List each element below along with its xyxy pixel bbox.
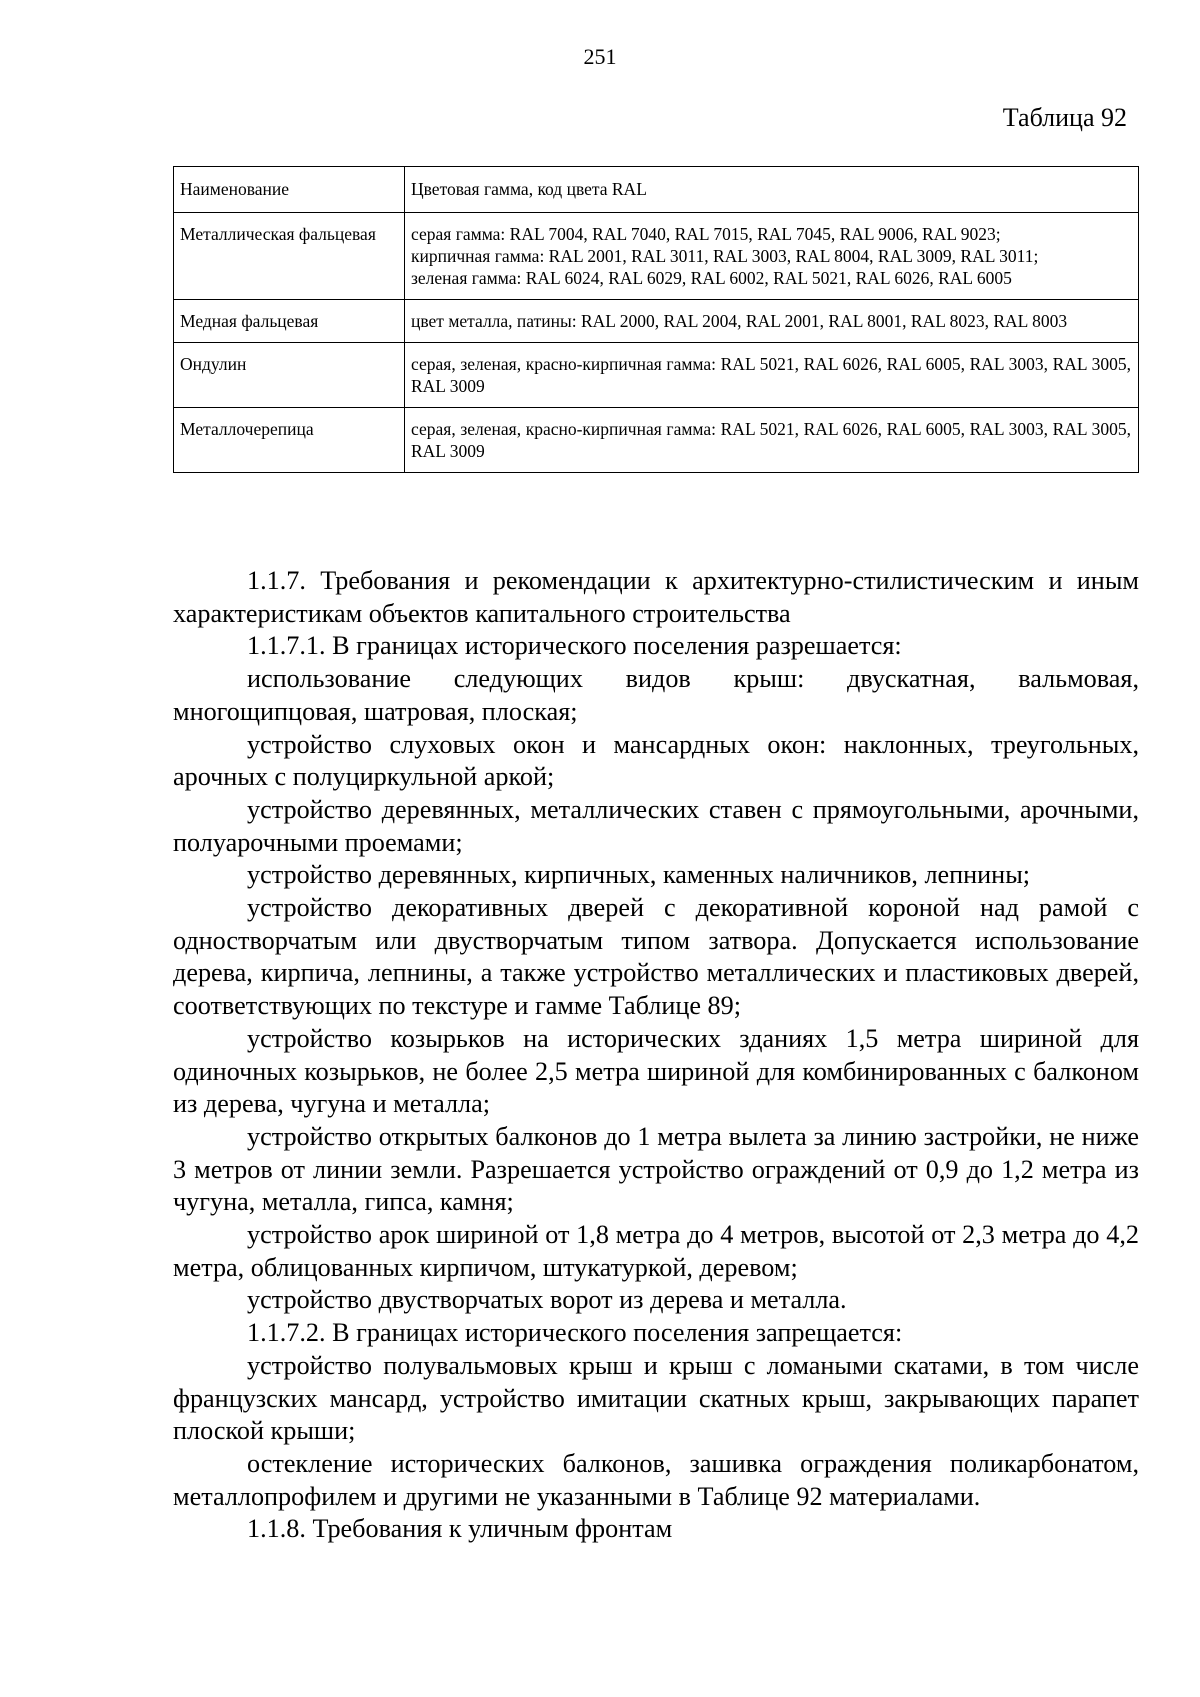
table-row	[174, 408, 1139, 473]
row-colors: цвет металла, патины: RAL 2000, RAL 2004, RAL 2001, RAL 8001, RAL 8023, RAL 8003	[405, 300, 1139, 343]
table-header-row	[174, 167, 1139, 213]
row-name: Медная фальцевая	[174, 300, 405, 343]
subsection-heading: 1.1.7.1. В границах исторического поселения разрешается:	[247, 631, 902, 661]
row-colors: серая, зеленая, красно-кирпичная гамма: RAL 5021, RAL 6026, RAL 6005, RAL 3003, RAL 3005, RAL 3009	[405, 408, 1139, 473]
table-label: Таблица 92	[1002, 103, 1127, 132]
row-colors	[405, 213, 1139, 300]
paragraph: устройство двустворчатых ворот из дерева и металла.	[247, 1285, 847, 1315]
section-heading: 1.1.8. Требования к уличным фронтам	[247, 1514, 673, 1544]
row-name: Металлическая фальцевая	[174, 213, 405, 300]
paragraph: устройство деревянных, кирпичных, каменных наличников, лепнины;	[247, 860, 1031, 890]
row-name: Ондулин	[174, 343, 405, 408]
table-row	[174, 213, 1139, 300]
paragraph: устройство арок шириной от 1,8 метра до 4 метров, высотой от 2,3 метра до 4,2 метра, облицованных кирпичом, штукатуркой, деревом;	[173, 1220, 1139, 1282]
color-range-gray: серая гамма: RAL 7004, RAL 7040, RAL 7015, RAL 7045, RAL 9006, RAL 9023;	[411, 224, 1001, 244]
header-colors: Цветовая гамма, код цвета RAL	[405, 167, 1139, 213]
paragraph: устройство козырьков на исторических зданиях 1,5 метра шириной для одиночных козырьков, не более 2,5 метра шириной для комбинированных с балконом из дерева, чугуна и металла;	[173, 1023, 1139, 1119]
paragraph: устройство открытых балконов до 1 метра вылета за линию застройки, не ниже 3 метров от линии земли. Разрешается устройство ограждений от 0,9 до 1,2 метра из чугуна, металла, гипса, камня;	[173, 1121, 1139, 1217]
table-row	[174, 343, 1139, 408]
paragraph: остекление исторических балконов, зашивка ограждения поликарбонатом, металлопрофилем и другими не указанными в Таблице 92 материалами.	[173, 1448, 1139, 1511]
subsection-heading: 1.1.7.2. В границах исторического поселения запрещается:	[247, 1318, 903, 1348]
body-text	[173, 565, 1139, 1546]
color-range-green: зеленая гамма: RAL 6024, RAL 6029, RAL 6002, RAL 5021, RAL 6026, RAL 6005	[411, 268, 1012, 288]
section-heading: 1.1.7. Требования и рекомендации к архитектурно-стилистическим и иным характеристикам объектов капитального строительства	[173, 566, 1139, 628]
paragraph: устройство полувальмовых крыш и крыш с ломаными скатами, в том числе французских мансард, устройство имитации скатных крыш, закрывающих парапет плоской крыши;	[173, 1350, 1139, 1446]
paragraph: устройство деревянных, металлических ставен с прямоугольными, арочными, полуарочными проемами;	[173, 794, 1139, 857]
header-name: Наименование	[174, 167, 405, 213]
table-row	[174, 300, 1139, 343]
row-colors: серая, зеленая, красно-кирпичная гамма: RAL 5021, RAL 6026, RAL 6005, RAL 3003, RAL 3005, RAL 3009	[405, 343, 1139, 408]
paragraph: устройство слуховых окон и мансардных окон: наклонных, треугольных, арочных с полуциркульной аркой;	[173, 729, 1139, 792]
page-number: 251	[583, 44, 617, 69]
paragraph: использование следующих видов крыш: двускатная, вальмовая, многощипцовая, шатровая, плоская;	[173, 664, 1139, 726]
ral-color-table	[173, 166, 1139, 473]
row-name: Металлочерепица	[174, 408, 405, 473]
paragraph: устройство декоративных дверей с декоративной короной над рамой с одностворчатым или двустворчатым типом затвора. Допускается использование дерева, кирпича, лепнины, а также устройство металлических и пластиковых дверей, соответствующих по текстуре и гамме Таблице 89;	[173, 893, 1139, 1021]
color-range-brick: кирпичная гамма: RAL 2001, RAL 3011, RAL 3003, RAL 8004, RAL 3009, RAL 3011;	[411, 246, 1039, 266]
